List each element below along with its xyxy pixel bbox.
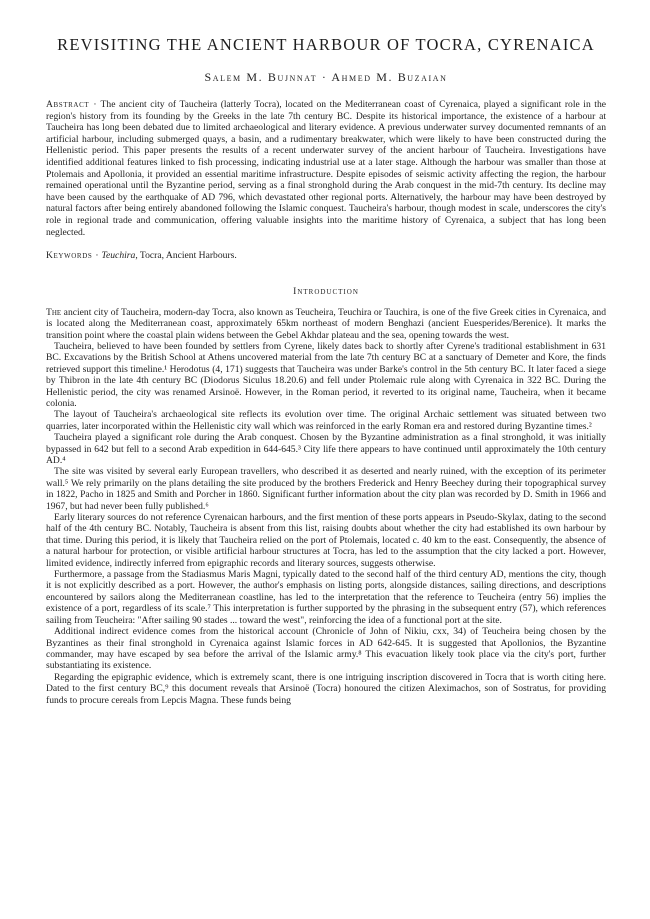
section-heading-introduction: Introduction [293,285,359,297]
keywords-rest: , Tocra, Ancient Harbours. [135,250,237,262]
body-text [46,307,606,706]
paragraph: Taucheira, believed to have been founded by settlers from Cyrene, likely dates back to shortly after Cyrene's traditional establishment in 631 BC. Excavations by the British School at Athens uncovered material from the late 7th century BC at a sanctuary of Demeter and Kore, the finds retrieved support this timeline.¹ Herodotus (4, 171) suggests that Taucheira was under Barke's control in the 5th century BC. It later faced a siege by Thibron in the late 4th century BC (Diodorus Siculus 18.20.6) and fell under Ptolemaic rule along with Cyrenaica in 322 BC. During the Hellenistic period, the city was renamed Arsinoë. However, in the Roman period, it reverted to its original name, Taucheira, when it became colonia. [46,340,606,409]
paper-title: REVISITING THE ANCIENT HARBOUR OF TOCRA, CYRENAICA [57,35,595,54]
paragraph [46,307,606,341]
abstract-label: Abstract · [46,99,98,110]
paragraph-dropcap: The [46,306,62,318]
keywords-label: Keywords · [46,250,100,262]
keyword-italic: Teuchira [101,250,136,262]
paragraph: Regarding the epigraphic evidence, which is extremely scant, there is one intriguing inscription discovered in Tocra that is worth citing here. Dated to the first century BC,⁹ this document reveals that Arsinoë (Tocra) honoured the citizen Aleximachos, son of Sostratus, for providing funds to procure cereals from Lepcis Magna. These funds being [46,671,606,706]
paragraph-text: ancient city of Taucheira, modern-day Tocra, also known as Teucheira, Teuchira or Tauchira, is one of the five Greek cities in Cyrenaica, and is located along the Mediterranean coast, approximately 65km northeast of modern Benghazi (ancient Euesperides/Berenice). It marks the transition point where the coastal plain widens between the Gebel Akhdar plateau and the sea, opening towards the west. [46,306,606,341]
paragraph: Early literary sources do not reference Cyrenaican harbours, and the first mention of these ports appears in Pseudo-Skylax, dating to the second half of the 4th century BC. Notably, Taucheira is absent from this list, raising doubts about whether the city had established its own harbour by that time. During this period, it is likely that Taucheira relied on the port of Ptolemais, located c. 40 km to the east. Consequently, the absence of a natural harbour for protection, or visible artificial harbour structures at Tocra, has led to the assumption that the city lacked a port. However, limited evidence, indirectly inferred from epigraphic records and literary sources, suggests otherwise. [46,512,606,569]
paragraph: The layout of Taucheira's archaeological site reflects its evolution over time. The original Archaic settlement was situated between two quarries, later incorporated within the Hellenistic city wall which was reinforced in the early Roman era and restored during Byzantine times.² [46,409,606,432]
abstract [46,99,606,238]
paragraph: Additional indirect evidence comes from the historical account (Chronicle of John of Nikiu, cxx, 34) of Teucheira being chosen by the Byzantines as their final stronghold in Cyrenaica against Islamic forces in AD 642-645. It is suggested that Apollonios, the Byzantine commander, may have escaped by sea before the arrival of the Islamic army.⁸ This evacuation likely took place via the city's port, further substantiating its existence. [46,626,606,672]
abstract-text: The ancient city of Taucheira (latterly Tocra), located on the Mediterranean coast of Cyrenaica, played a significant role in the region's history from its founding by the Greeks in the late 7th century BC. Despite its historical importance, the existence of a harbour at Taucheira has long been debated due to limited archaeological and literary evidence. A previous underwater survey documented remnants of an artificial harbour, including submerged quays, a basin, and a rudimentary breakwater, which were likely to have been constructed during the Hellenistic period. This paper presents the results of a recent underwater survey of the ancient harbour of Taucheira. Investigations have identified additional features linked to fish processing, indicating industrial use at a later stage. Although the harbour was smaller than those at Ptolemais and Apollonia, it provided an essential maritime infrastructure. Despite episodes of seismic activity affecting the region, the harbour remained operational until the Byzantine period, serving as a final stronghold during the Arab conquest in the mid-7th century. Its decline may have been caused by the earthquake of AD 796, which devastated other regional ports. Alternatively, the harbour may have been destroyed by natural factors after being entirely abandoned following the Islamic conquest. Taucheira's harbour, though modest in scale, underscores the city's role in regional trade and communication, offering valuable insights into the maritime history of Cyrenaica, a subject that has long been neglected. [46,99,606,238]
paragraph: Furthermore, a passage from the Stadiasmus Maris Magni, typically dated to the second half of the third century AD, mentions the city, though it is not explicitly described as a port. However, the author's emphasis on listing ports, alongside distances, sailing directions, and descriptions encountered by sailors along the Mediterranean coastline, has led to the interpretation that the reference to Teucheira (entry 56) implies the existence of a port, regardless of its scale.⁷ This interpretation is further supported by the phrasing in the subsequent entry (57), which references sailing from Teucheira: "After sailing 90 stades ... toward the west", reinforcing the idea of a functional port at the site. [46,569,606,626]
paper-authors: Salem M. Bujnnat · Ahmed M. Buzaian [204,70,448,84]
paragraph: The site was visited by several early European travellers, who described it as deserted and nearly ruined, with the exception of its perimeter wall.⁵ We rely primarily on the plans detailing the site produced by the brothers Frederick and Henry Beechey during their topographical survey in 1822, Pacho in 1825 and Smith and Porcher in 1860. Significant further information about the city plan was recorded by D. Smith in 1966 and 1967, but had never been fully published.⁶ [46,466,606,512]
keywords [46,250,606,262]
paragraph: Taucheira played a significant role during the Arab conquest. Chosen by the Byzantine administration as a final stronghold, it was initially bypassed in 642 but fell to a second Arab expedition in 644-645.³ City life there appears to have continued until approximately the 10th century AD.⁴ [46,432,606,466]
